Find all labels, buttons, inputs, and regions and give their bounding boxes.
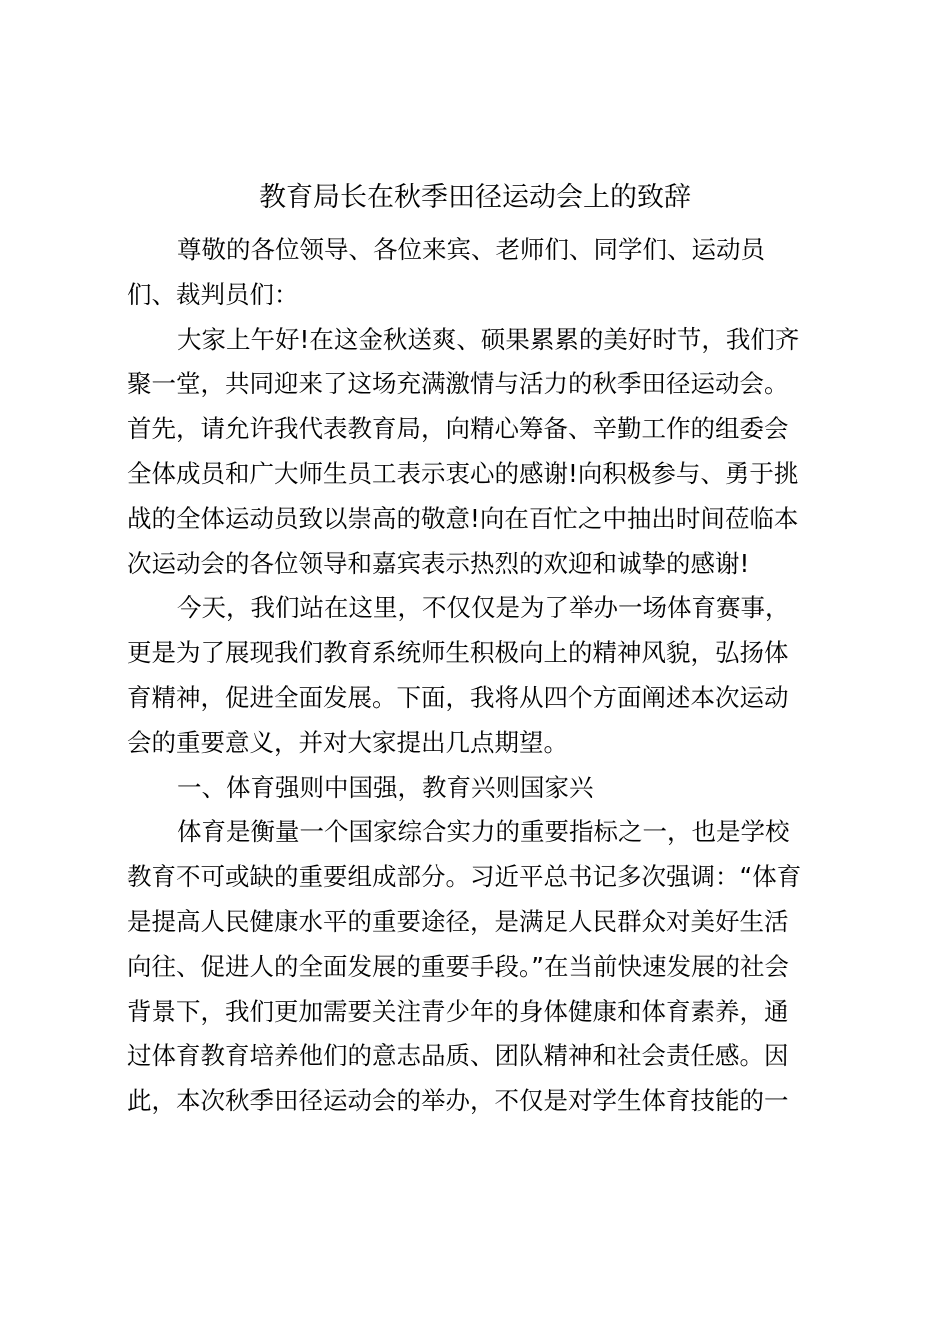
text-line: 首先，请允许我代表教育局，向精心筹备、辛勤工作的组委会 [127, 414, 789, 444]
text-line: 大家上午好!在这金秋送爽、硕果累累的美好时节，我们齐 [177, 324, 800, 354]
intro-paragraph [127, 586, 837, 765]
text-line: 战的全体运动员致以崇高的敬意!向在百忙之中抽出时间莅临本 [127, 503, 799, 533]
section-heading [127, 766, 837, 811]
text-line: 会的重要意义，并对大家提出几点期望。 [127, 727, 568, 757]
document-title: 教育局长在秋季田径运动会上的致辞 [259, 182, 691, 213]
text-line: 过体育教育培养他们的意志品质、团队精神和社会责任感。因 [127, 1041, 789, 1071]
text-line: 次运动会的各位领导和嘉宾表示热烈的欢迎和诚挚的感谢! [127, 548, 750, 578]
greeting-paragraph [127, 318, 837, 587]
document-body [127, 228, 837, 1124]
text-line: 更是为了展现我们教育系统师生积极向上的精神风貌，弘扬体 [127, 638, 789, 668]
text-line: 们、裁判员们： [127, 279, 299, 309]
section-paragraph [127, 810, 837, 1124]
text-line: 向往、促进人的全面发展的重要手段。”在当前快速发展的社会 [127, 951, 789, 981]
text-line: 今天，我们站在这里，不仅仅是为了举办一场体育赛事， [177, 593, 790, 623]
text-line: 聚一堂，共同迎来了这场充满激情与活力的秋季田径运动会。 [127, 369, 789, 399]
text-line: 教育不可或缺的重要组成部分。习近平总书记多次强调：“体育 [127, 862, 802, 892]
text-line: 是提高人民健康水平的重要途径，是满足人民群众对美好生活 [127, 906, 789, 936]
text-line: 一、体育强则中国强，教育兴则国家兴 [177, 772, 594, 802]
text-line: 全体成员和广大师生员工表示衷心的感谢!向积极参与、勇于挑 [127, 458, 799, 488]
text-line: 此，本次秋季田径运动会的举办，不仅是对学生体育技能的一 [127, 1086, 789, 1116]
text-line: 背景下，我们更加需要关注青少年的身体健康和体育素养，通 [127, 996, 789, 1026]
text-line: 体育是衡量一个国家综合实力的重要指标之一，也是学校 [177, 817, 790, 847]
salutation-paragraph [127, 228, 837, 318]
text-line: 尊敬的各位领导、各位来宾、老师们、同学们、运动员 [177, 235, 765, 264]
text-line: 育精神，促进全面发展。下面，我将从四个方面阐述本次运动 [127, 682, 789, 712]
